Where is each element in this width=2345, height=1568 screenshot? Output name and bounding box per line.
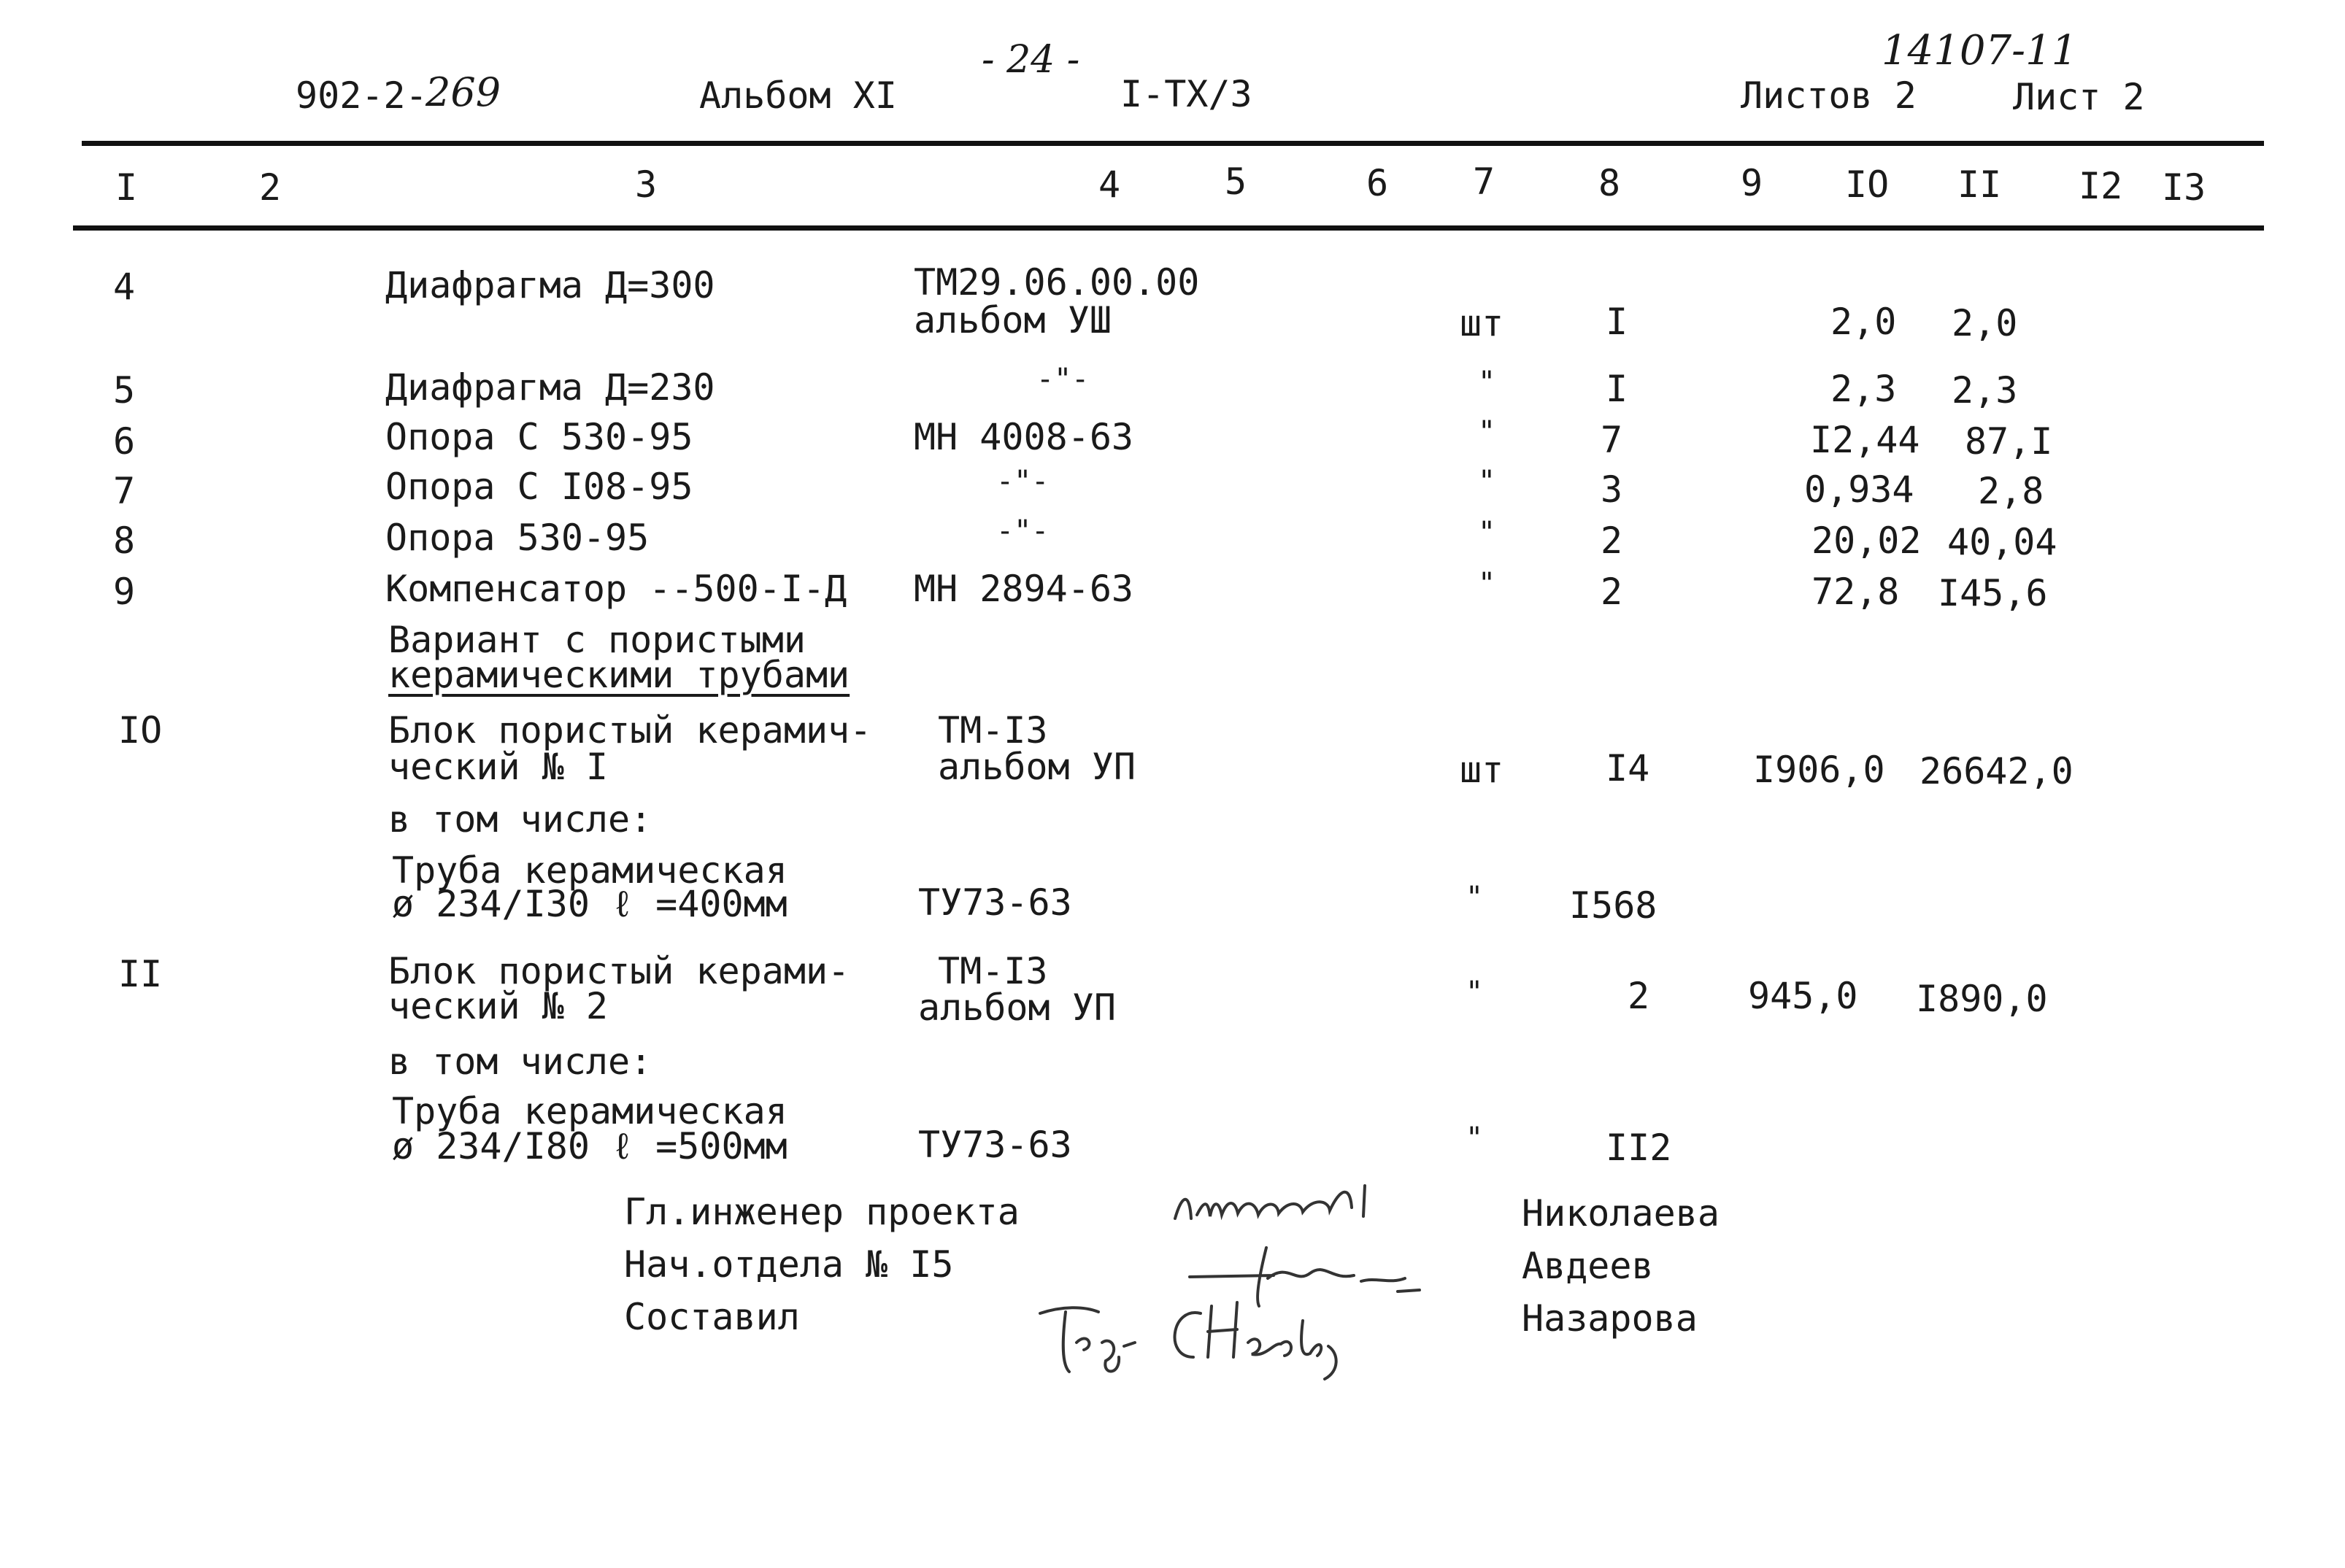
total-weight: I890,0: [1916, 978, 2048, 1020]
unit: ": [1478, 415, 1496, 449]
including-label: в том числе:: [388, 798, 652, 841]
total-weight: 2,0: [1952, 302, 2018, 344]
item-name: Диафрагма Д=230: [385, 366, 715, 409]
doc-number-handwritten: 269: [426, 69, 501, 115]
sub-item-size: ø 234/I80 ℓ =500мм: [392, 1125, 788, 1167]
header-bottom-rule: [73, 225, 2264, 231]
doc-album: альбом УП: [938, 746, 1136, 788]
row-number: 4: [113, 266, 136, 308]
doc-number-prefix: 902-2-: [296, 74, 428, 117]
sheet-label: Лист 2: [2013, 76, 2145, 118]
total-weight: I45,6: [1938, 572, 2048, 614]
doc-reference: МН 4008-63: [914, 416, 1134, 458]
signature-name: Назарова: [1522, 1297, 1698, 1340]
total-weight: 87,I: [1965, 420, 2053, 463]
total-weight: 2,8: [1978, 470, 2044, 512]
col-header-11: II: [1957, 163, 2002, 206]
compiler-signature: [1033, 1291, 1383, 1386]
doc-reference: ТМ-I3: [938, 950, 1048, 992]
unit: шт: [1460, 749, 1504, 791]
unit: ": [1466, 976, 1484, 1009]
col-header-13: I3: [2162, 166, 2206, 209]
including-label: в том числе:: [388, 1040, 652, 1083]
quantity: I: [1606, 368, 1628, 410]
sub-doc-reference: ТУ73-63: [918, 881, 1072, 924]
col-header-8: 8: [1598, 162, 1621, 204]
signature-role: Гл.инженер проекта: [624, 1191, 1020, 1233]
sub-doc-reference: ТУ73-63: [918, 1124, 1072, 1166]
item-name: Блок пористый керамич-: [388, 709, 872, 752]
item-name-continuation: ческий № 2: [388, 985, 609, 1027]
col-header-4: 4: [1098, 163, 1121, 206]
page-number: - 24 -: [982, 38, 1080, 82]
doc-reference: МН 2894-63: [914, 568, 1134, 610]
row-number: 6: [113, 420, 136, 463]
quantity: 7: [1601, 419, 1623, 461]
row-number: 7: [113, 470, 136, 512]
signature-role: Составил: [624, 1296, 800, 1338]
item-name-continuation: ческий № I: [388, 746, 609, 788]
unit-weight: 2,3: [1830, 368, 1897, 410]
doc-album: альбом УП: [918, 986, 1116, 1029]
variant-heading-line1: Вариант с пористыми: [388, 619, 806, 661]
unit: ": [1478, 516, 1496, 549]
ditto-mark: -"-: [996, 514, 1050, 548]
signature-role: Нач.отдела № I5: [624, 1243, 954, 1286]
ditto-mark: -"-: [996, 465, 1050, 498]
col-header-12: I2: [2079, 165, 2123, 207]
item-name: Диафрагма Д=300: [385, 264, 715, 306]
sub-quantity: II2: [1606, 1127, 1672, 1169]
col-header-6: 6: [1366, 162, 1389, 204]
item-name: Блок пористый керами-: [388, 950, 850, 992]
unit-weight: 0,934: [1804, 468, 1914, 511]
unit-weight: 945,0: [1748, 975, 1858, 1017]
sub-item-name: Труба керамическая: [392, 849, 788, 892]
col-header-1: I: [115, 166, 138, 209]
sub-unit: ": [1466, 881, 1484, 914]
unit: ": [1478, 465, 1496, 498]
col-header-10: IO: [1845, 163, 1890, 206]
sub-unit: ": [1466, 1121, 1484, 1155]
row-number: 9: [113, 571, 136, 613]
col-header-3: 3: [635, 163, 658, 206]
header-top-rule: [82, 141, 2264, 146]
sub-item-size: ø 234/I30 ℓ =400мм: [392, 883, 788, 925]
col-header-2: 2: [259, 166, 282, 209]
unit: шт: [1460, 302, 1504, 344]
row-number: IO: [118, 709, 163, 752]
sub-quantity: I568: [1569, 884, 1657, 927]
row-number: II: [118, 953, 163, 995]
col-header-5: 5: [1225, 161, 1247, 203]
quantity: 2: [1601, 571, 1623, 613]
doc-reference: ТМ-I3: [938, 709, 1048, 752]
quantity: I: [1606, 301, 1628, 343]
unit-weight: 72,8: [1811, 571, 1900, 613]
ditto-mark: -"-: [1036, 363, 1090, 396]
sub-item-name: Труба керамическая: [392, 1090, 788, 1132]
quantity: 2: [1628, 975, 1650, 1017]
unit-weight: I2,44: [1810, 419, 1920, 461]
item-name: Опора 530-95: [385, 517, 650, 559]
unit-weight: I906,0: [1753, 749, 1885, 791]
total-weight: 40,04: [1947, 521, 2057, 563]
unit: ": [1478, 366, 1496, 399]
doc-album: альбом УШ: [914, 299, 1112, 341]
unit-weight: 20,02: [1811, 520, 1922, 562]
unit: ": [1478, 567, 1496, 600]
total-weight: 26642,0: [1919, 750, 2073, 792]
sheets-total: Листов 2: [1741, 74, 1917, 117]
quantity: I4: [1606, 747, 1650, 789]
col-header-9: 9: [1741, 162, 1763, 204]
item-name: Опора С I08-95: [385, 466, 693, 508]
doc-reference: ТМ29.06.00.00: [914, 261, 1200, 304]
row-number: 8: [113, 520, 136, 562]
row-number: 5: [113, 369, 136, 412]
signature-name: Авдеев: [1522, 1245, 1654, 1287]
archive-number: 14107-11: [1882, 27, 2078, 74]
signature-name: Николаева: [1522, 1192, 1720, 1235]
quantity: 3: [1601, 468, 1623, 511]
item-name: Компенсатор --500-I-Д: [385, 568, 847, 610]
variant-heading-line2: керамическими трубами: [388, 654, 850, 696]
item-name: Опора С 530-95: [385, 416, 693, 458]
total-weight: 2,3: [1952, 369, 2018, 412]
unit-weight: 2,0: [1830, 301, 1897, 343]
sheet-code: I-TX/3: [1120, 73, 1252, 115]
quantity: 2: [1601, 520, 1623, 562]
album-label: Альбом XI: [699, 74, 897, 117]
col-header-7: 7: [1473, 161, 1495, 203]
